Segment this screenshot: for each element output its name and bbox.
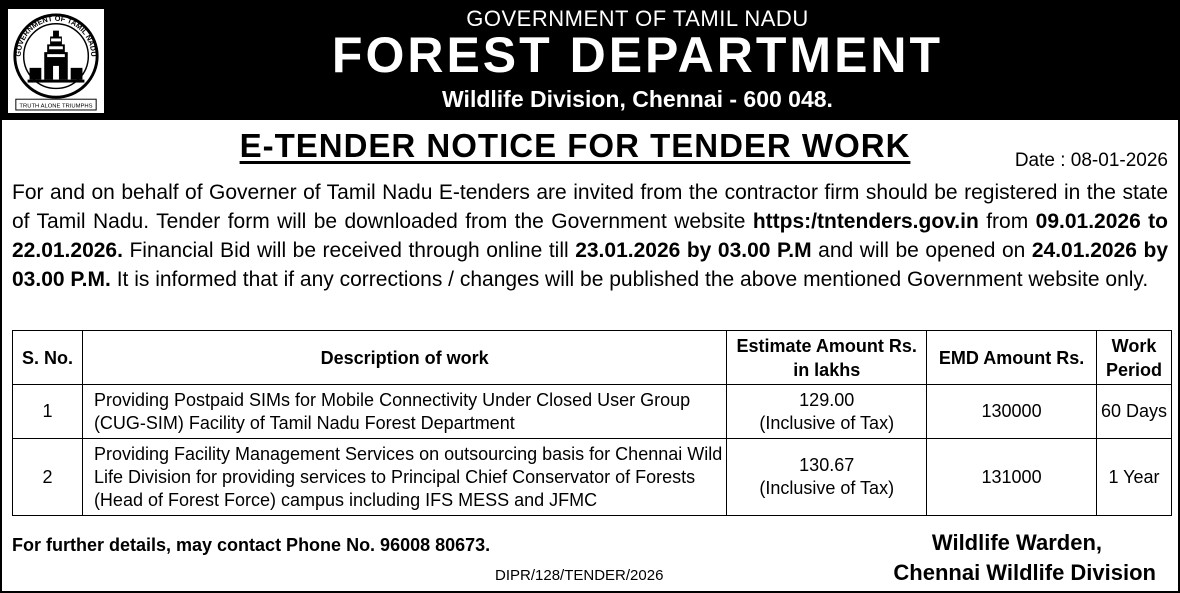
tender-website-link[interactable]: https:/tntenders.gov.in [752, 210, 979, 233]
header-estimate: Estimate Amount Rs. in lakhs [727, 331, 927, 385]
row-sno: 2 [13, 439, 83, 516]
table-row [13, 439, 1172, 516]
body-text-part: and will be opened on [811, 239, 1032, 262]
row-estimate [727, 385, 927, 439]
body-text-part: For and on behalf of Governer of Tamil Nadu E-tenders are invited from the contractor firm should be registered in the state of Tamil Nadu. Tender form will be downloaded from the Government website [12, 181, 1168, 233]
row-emd: 130000 [927, 385, 1097, 439]
emblem-ring-text: GOVERNMENT OF TAMIL NADU [13, 13, 99, 57]
header-sno: S. No. [13, 331, 83, 385]
body-text-part: from [978, 210, 1036, 233]
notice-title: E-TENDER NOTICE FOR TENDER WORK [239, 127, 911, 164]
body-text-part: Financial Bid will be received through online till [122, 239, 576, 262]
row-sno: 1 [13, 385, 83, 439]
estimate-note: (Inclusive of Tax) [759, 478, 895, 498]
notice-body [12, 178, 1168, 294]
row-description: Providing Postpaid SIMs for Mobile Connectivity Under Closed User Group (CUG-SIM) Facility of Tamil Nadu Forest Department [82, 385, 726, 439]
header-emd: EMD Amount Rs. [927, 331, 1097, 385]
header-band [2, 2, 1178, 120]
signatory-title: Wildlife Warden, [931, 530, 1102, 555]
government-label: GOVERNMENT OF TAMIL NADU [466, 6, 809, 31]
row-estimate [727, 439, 927, 516]
download-window: 09.01.2026 to 22.01.2026. [12, 210, 1168, 262]
header-period: Work Period [1097, 331, 1172, 385]
table-header-row [13, 331, 1172, 385]
row-period: 60 Days [1097, 385, 1172, 439]
bid-opening: 24.01.2026 by 03.00 P.M. [12, 239, 1169, 291]
row-period: 1 Year [1097, 439, 1172, 516]
reference-number: DIPR/128/TENDER/2026 [495, 567, 664, 584]
division-address: Wildlife Division, Chennai - 600 048. [442, 86, 833, 112]
header-description: Description of work [82, 331, 726, 385]
table-row [13, 385, 1172, 439]
contact-info: For further details, may contact Phone No. 96008 80673. [12, 535, 491, 555]
department-title: FOREST DEPARTMENT [331, 27, 944, 83]
notice-date: Date : 08-01-2026 [1014, 150, 1168, 171]
estimate-amount: 130.67 [799, 455, 855, 475]
estimate-amount: 129.00 [799, 389, 855, 410]
emblem-motto: TRUTH ALONE TRIUMPHS [19, 103, 93, 110]
signatory-office: Chennai Wildlife Division [893, 560, 1156, 585]
row-description: Providing Facility Management Services on outsourcing basis for Chennai Wild Life Division for providing services to Principal Chief Conservator of Forests (Head of Forest Force) campus including IFS MESS and JFMC [82, 439, 726, 516]
row-emd: 131000 [927, 439, 1097, 516]
bid-deadline: 23.01.2026 by 03.00 P.M [575, 239, 812, 262]
body-text-part: It is informed that if any corrections / changes will be published the above mentioned Government website only. [110, 268, 1149, 291]
estimate-note: (Inclusive of Tax) [759, 412, 895, 433]
tender-table [12, 330, 1172, 516]
